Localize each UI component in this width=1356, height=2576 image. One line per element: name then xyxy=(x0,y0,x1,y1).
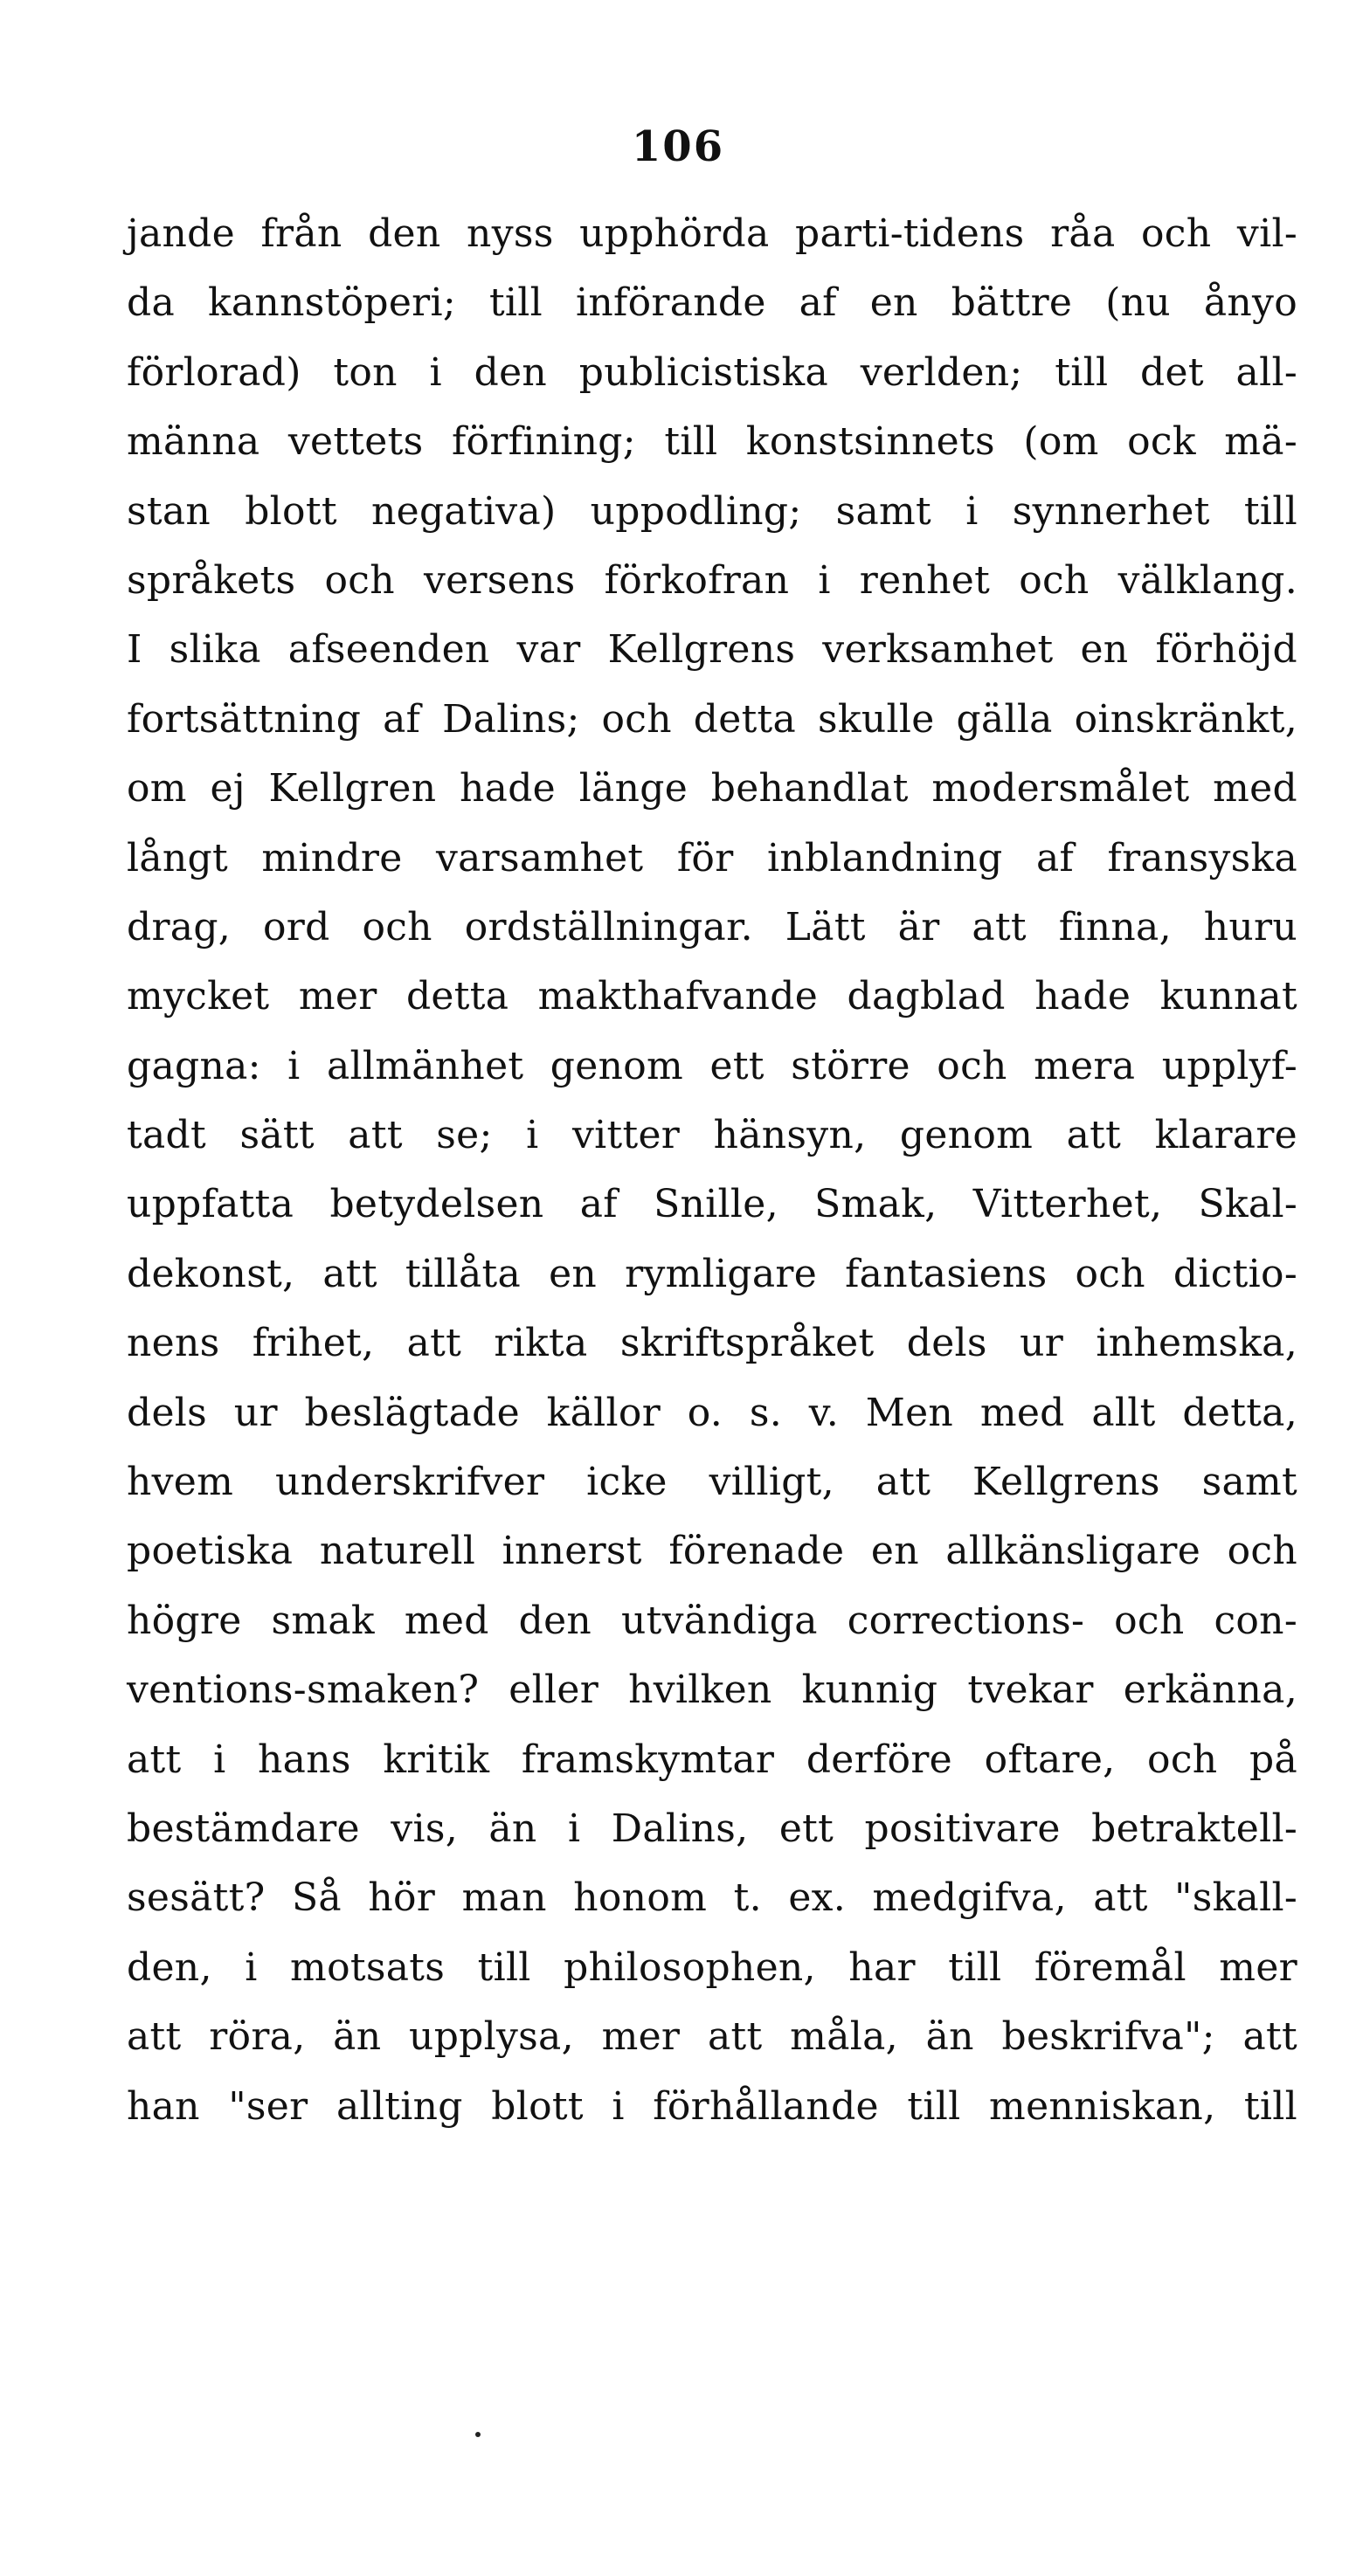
text-line: om ej Kellgren hade länge behandlat modersmålet med xyxy=(127,766,1297,811)
text-line: nens frihet, att rikta skriftspråket dels ur inhemska, xyxy=(127,1321,1297,1366)
text-line: jande från den nyss upphörda parti-tidens råa och vil- xyxy=(127,211,1297,256)
text-line: den, i motsats till philosophen, har till föremål mer xyxy=(127,1944,1297,1990)
page-number: 106 xyxy=(631,122,725,171)
text-line: ventions-smaken? eller hvilken kunnig tvekar erkänna, xyxy=(127,1668,1297,1713)
text-line: han "ser allting blott i förhållande till menniskan, till xyxy=(127,2083,1297,2129)
text-line: hvem underskrifver icke villigt, att Kellgrens samt xyxy=(127,1460,1297,1505)
text-line: tadt sätt att se; i vitter hänsyn, genom att klarare xyxy=(127,1113,1297,1158)
text-line: poetiska naturell innerst förenade en allkänsligare och xyxy=(127,1529,1297,1574)
text-line: gagna: i allmänhet genom ett större och mera upplyf- xyxy=(127,1043,1297,1088)
text-line: uppfatta betydelsen af Snille, Smak, Vitterhet, Skal- xyxy=(127,1182,1297,1227)
text-line: I slika afseenden var Kellgrens verksamhet en förhöjd xyxy=(127,627,1297,673)
text-line: högre smak med den utvändiga corrections- och con- xyxy=(127,1598,1297,1643)
text-line: männa vettets förfining; till konstsinnets (om ock mä- xyxy=(127,419,1297,465)
text-line: långt mindre varsamhet för inblandning af fransyska xyxy=(127,835,1297,881)
text-line: da kannstöperi; till införande af en bättre (nu ånyo xyxy=(127,280,1297,326)
text-line: att i hans kritik framskymtar derföre oftare, och på xyxy=(127,1737,1297,1782)
text-line: stan blott negativa) uppodling; samt i synnerhet till xyxy=(127,488,1297,534)
text-line: att röra, än upplysa, mer att måla, än beskrifva"; att xyxy=(127,2014,1297,2060)
text-line: fortsättning af Dalins; och detta skulle gälla oinskränkt, xyxy=(127,696,1297,742)
text-line: sesätt? Så hör man honom t. ex. medgifva, att "skall- xyxy=(127,1875,1297,1921)
text-line: förlorad) ton i den publicistiska verlden; till det all- xyxy=(127,349,1297,395)
text-line: dels ur beslägtade källor o. s. v. Men med allt detta, xyxy=(127,1390,1297,1435)
text-line: mycket mer detta makthafvande dagblad hade kunnat xyxy=(127,974,1297,1019)
text-line: dekonst, att tillåta en rymligare fantasiens och dictio- xyxy=(127,1251,1297,1296)
text-line: bestämdare vis, än i Dalins, ett positivare betraktell- xyxy=(127,1806,1297,1851)
footer-mark xyxy=(475,2432,481,2437)
body-text xyxy=(127,199,1297,2141)
text-line: språkets och versens förkofran i renhet och välklang. xyxy=(127,557,1297,603)
text-line: drag, ord och ordställningar. Lätt är att finna, huru xyxy=(127,904,1297,950)
